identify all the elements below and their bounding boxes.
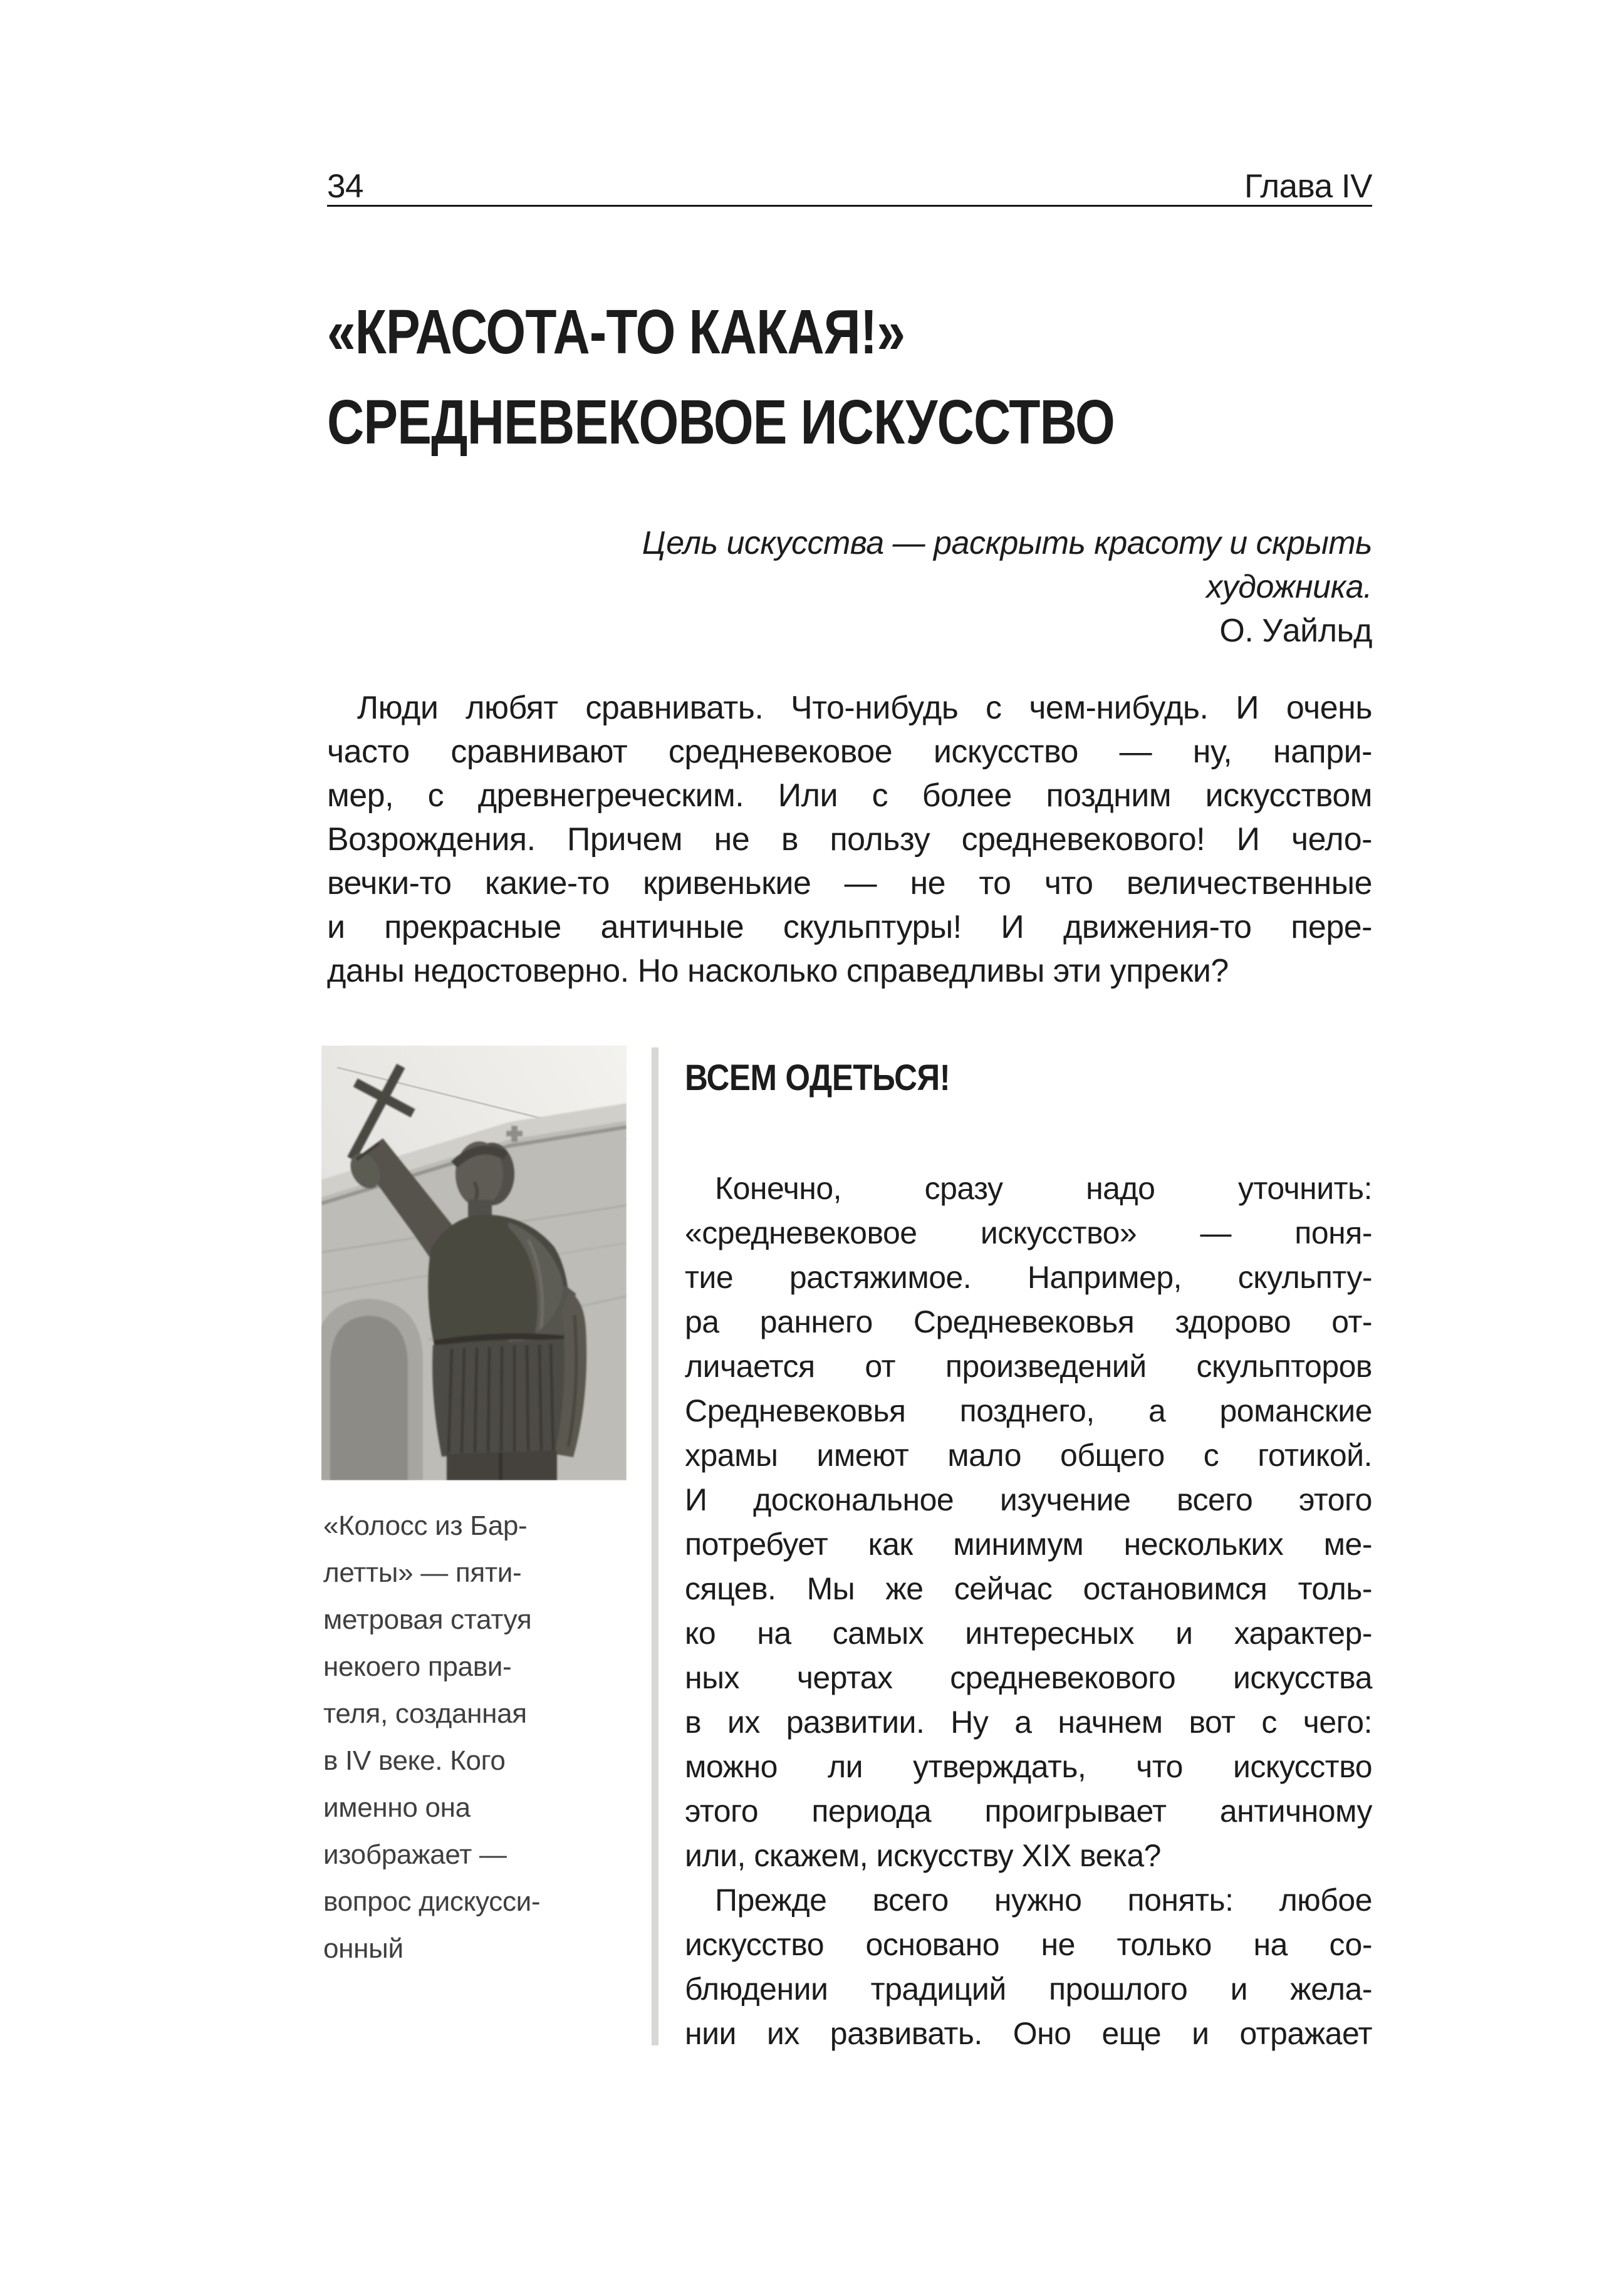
text-line: Прежде всего нужно понять: любое bbox=[715, 1883, 1372, 1918]
text-line: «средневековое искусство» — поня- bbox=[685, 1215, 1372, 1250]
text-line: ра раннего Средневековья здорово от- bbox=[685, 1304, 1372, 1339]
epigraph-attribution: О. Уайльд bbox=[1219, 613, 1372, 649]
text-line: личается от произведений скульпторов bbox=[685, 1349, 1372, 1384]
text-line: Цель искусства — раскрыть красоту и скрыть bbox=[642, 525, 1372, 561]
chapter-title-line-1: «КРАСОТА-ТО КАКАЯ!» bbox=[327, 297, 905, 367]
text-line: даны недостоверно. Но насколько справедливы эти упреки? bbox=[327, 953, 1229, 989]
text-line: и прекрасные античные скульптуры! И движения-то пере- bbox=[327, 909, 1372, 945]
intro-paragraph bbox=[327, 686, 1372, 993]
text-line: вечки-то какие-то кривенькие — не то что величественные bbox=[327, 865, 1372, 901]
column-divider bbox=[652, 1047, 658, 2045]
text-line: потребует как минимум нескольких ме- bbox=[685, 1527, 1372, 1562]
text-line: мер, с древнегреческим. Или с более поздним искусством bbox=[327, 777, 1372, 814]
text-line: или, скажем, искусству XIX века? bbox=[685, 1838, 1161, 1873]
text-line: можно ли утверждать, что искусство bbox=[685, 1749, 1372, 1784]
text-line: И доскональное изучение всего этого bbox=[685, 1482, 1372, 1517]
text-line: метровая статуя bbox=[323, 1604, 532, 1635]
text-line: некоего прави- bbox=[323, 1651, 512, 1682]
text-line: Люди любят сравнивать. Что-нибудь с чем-нибудь. И очень bbox=[357, 690, 1372, 726]
text-line: нии их развивать. Оно еще и отражает bbox=[685, 2016, 1372, 2051]
chapter-label: Глава IV bbox=[1244, 168, 1372, 205]
text-line: этого периода проигрывает античному bbox=[685, 1794, 1372, 1829]
page-number: 34 bbox=[327, 168, 363, 205]
chapter-title bbox=[327, 287, 1303, 467]
figure-caption bbox=[323, 1502, 593, 1972]
text-line: художника. bbox=[1206, 569, 1372, 605]
colossus-statue-illustration bbox=[321, 1046, 627, 1480]
text-line: искусство основано не только на со- bbox=[685, 1927, 1372, 1962]
chapter-title-line-2: СРЕДНЕВЕКОВОЕ ИСКУССТВО bbox=[327, 387, 1115, 457]
text-line: вопрос дискусси- bbox=[323, 1886, 541, 1917]
text-line: храмы имеют мало общего с готикой. bbox=[685, 1438, 1372, 1473]
section-paragraph-2 bbox=[685, 1878, 1372, 2056]
text-line: «Колосс из Бар- bbox=[323, 1510, 528, 1541]
text-line: в IV веке. Кого bbox=[323, 1745, 506, 1776]
statue-photo bbox=[321, 1046, 627, 1480]
text-line: Средневековья позднего, а романские bbox=[685, 1393, 1372, 1428]
text-line: Конечно, сразу надо уточнить: bbox=[715, 1171, 1372, 1206]
header-rule bbox=[327, 205, 1372, 207]
section-paragraph-1 bbox=[685, 1166, 1372, 1878]
text-line: онный bbox=[323, 1933, 403, 1964]
text-line: ных чертах средневекового искусства bbox=[685, 1660, 1372, 1695]
text-line: именно она bbox=[323, 1792, 471, 1823]
section-heading: ВСЕМ ОДЕТЬСЯ! bbox=[685, 1057, 950, 1098]
text-line: теля, созданная bbox=[323, 1698, 527, 1729]
text-line: в их развитии. Ну а начнем вот с чего: bbox=[685, 1705, 1372, 1740]
text-line: изображает — bbox=[323, 1839, 507, 1870]
text-line: тие растяжимое. Например, скульпту- bbox=[685, 1260, 1372, 1295]
text-line: блюдении традиций прошлого и жела- bbox=[685, 1971, 1372, 2007]
text-line: ко на самых интересных и характер- bbox=[685, 1616, 1372, 1651]
text-line: Возрождения. Причем не в пользу средневекового! И чело- bbox=[327, 821, 1372, 858]
text-line: летты» — пяти- bbox=[323, 1557, 522, 1588]
text-line: часто сравнивают средневековое искусство — ну, напри- bbox=[327, 734, 1372, 770]
epigraph-text bbox=[564, 521, 1372, 609]
epigraph bbox=[564, 521, 1372, 653]
text-line: сяцев. Мы же сейчас остановимся толь- bbox=[685, 1571, 1372, 1606]
